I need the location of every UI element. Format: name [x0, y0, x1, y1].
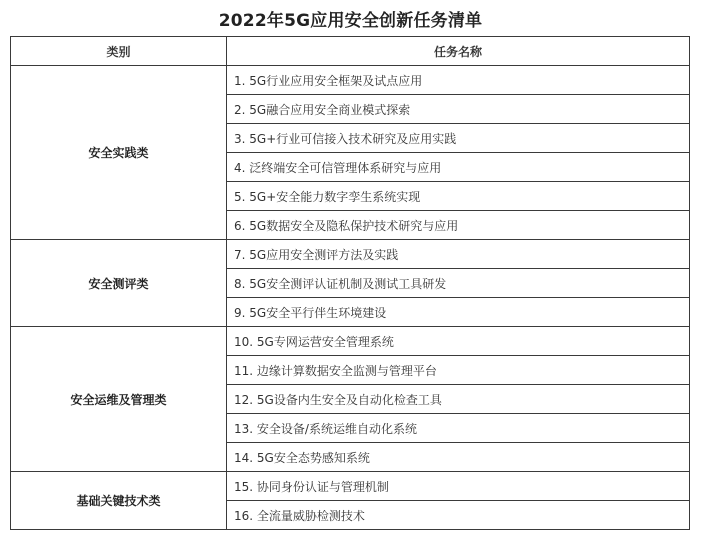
task-cell: 9. 5G安全平行伴生环境建设 — [227, 298, 690, 327]
task-cell: 14. 5G安全态势感知系统 — [227, 443, 690, 472]
task-cell: 1. 5G行业应用安全框架及试点应用 — [227, 66, 690, 95]
task-column-header: 任务名称 — [227, 37, 690, 66]
document-title: 2022年5G应用安全创新任务清单 — [218, 11, 483, 31]
task-cell: 7. 5G应用安全测评方法及实践 — [227, 240, 690, 269]
table-header-row — [11, 37, 690, 66]
category-cell: 安全实践类 — [11, 66, 227, 240]
task-cell: 11. 边缘计算数据安全监测与管理平台 — [227, 356, 690, 385]
task-list-table — [10, 36, 690, 530]
category-cell: 安全运维及管理类 — [11, 327, 227, 472]
task-cell: 2. 5G融合应用安全商业模式探索 — [227, 95, 690, 124]
table-row — [11, 240, 690, 269]
category-column-header: 类别 — [11, 37, 227, 66]
task-cell: 16. 全流量威胁检测技术 — [227, 501, 690, 530]
category-cell: 基础关键技术类 — [11, 472, 227, 530]
task-cell: 15. 协同身份认证与管理机制 — [227, 472, 690, 501]
category-cell: 安全测评类 — [11, 240, 227, 327]
task-cell: 13. 安全设备/系统运维自动化系统 — [227, 414, 690, 443]
table-row — [11, 66, 690, 95]
table-row — [11, 472, 690, 501]
task-cell: 10. 5G专网运营安全管理系统 — [227, 327, 690, 356]
task-cell: 12. 5G设备内生安全及自动化检查工具 — [227, 385, 690, 414]
task-cell: 8. 5G安全测评认证机制及测试工具研发 — [227, 269, 690, 298]
task-cell: 3. 5G+行业可信接入技术研究及应用实践 — [227, 124, 690, 153]
task-cell: 5. 5G+安全能力数字孪生系统实现 — [227, 182, 690, 211]
task-cell: 6. 5G数据安全及隐私保护技术研究与应用 — [227, 211, 690, 240]
task-cell: 4. 泛终端安全可信管理体系研究与应用 — [227, 153, 690, 182]
table-row — [11, 327, 690, 356]
